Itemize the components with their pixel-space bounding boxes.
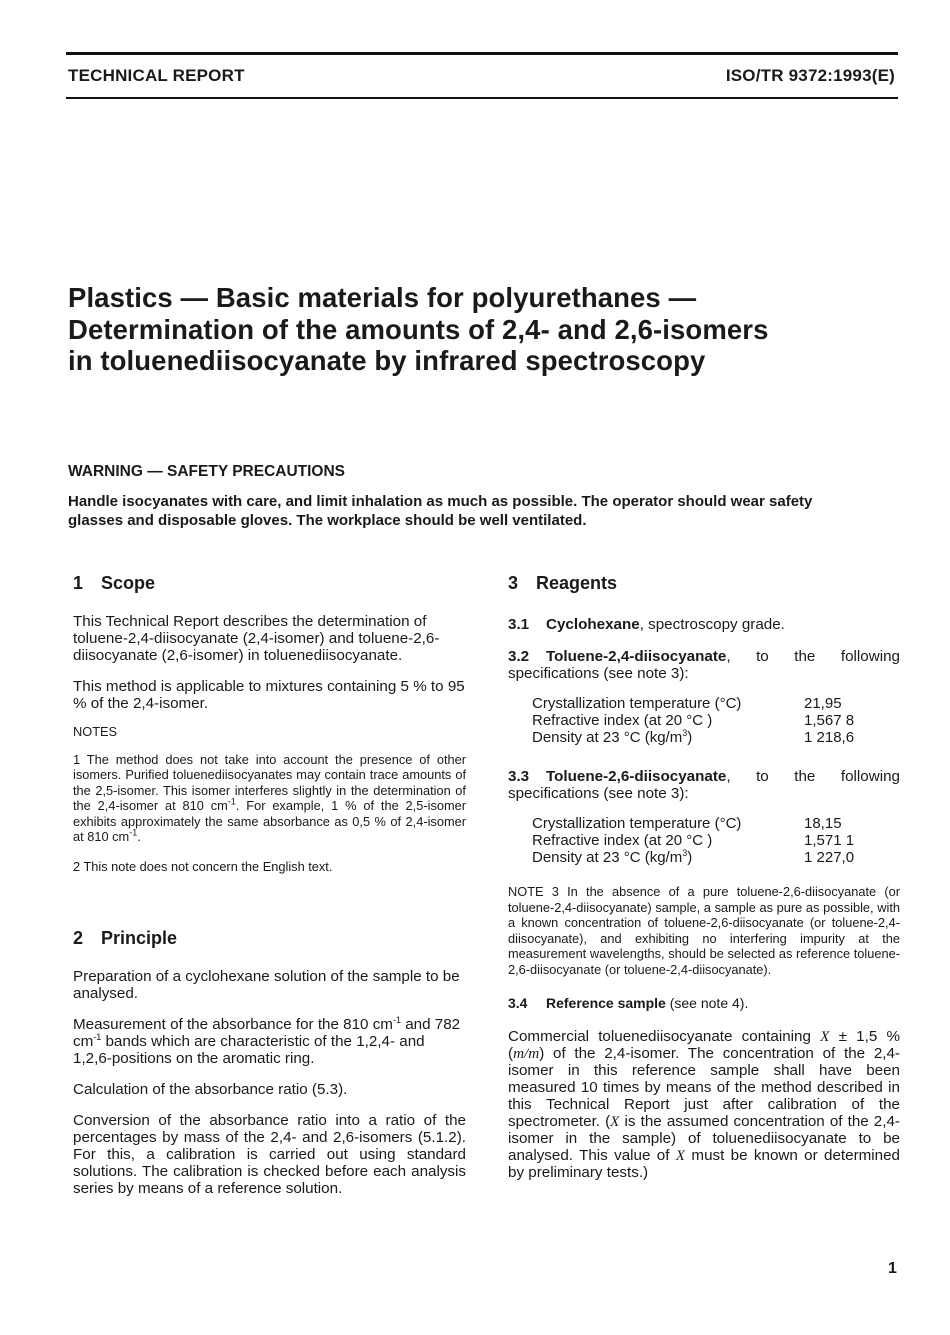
principle-paragraph: Conversion of the absorbance ratio into a ratio of the percentages by mass of the 2,4- and 2,6-isomers (5.1.2). For this, a calibration is carried out using standard solutions. The calibration is checked before each analysis series by means of a reference solution. (73, 1112, 466, 1197)
principle-paragraph: Preparation of a cyclohexane solution of the sample to be analysed. (73, 968, 460, 1002)
header-doc-id: ISO/TR 9372:1993(E) (725, 66, 895, 85)
section-title: Principle (101, 928, 178, 948)
spec-table-2-4 (532, 695, 854, 746)
reference-sample-paragraph: Commercial toluenediisocyanate containing X ± 1,5 % (m/m) of the 2,4-isomer. The concentration of the 2,4-isomer in this reference sample shall have been measured 10 times by means of the method described in this Technical Report just after calibration of the spectrometer. (X is the assumed concentration of the 2,4-isomer in the sample) of toluenediisocyanate to be analysed. This value of X must be known or determined by preliminary tests.) (508, 1028, 900, 1181)
spec-row: Refractive index (at 20 °C ) 1,571 1 (532, 832, 855, 849)
title-line: Determination of the amounts of 2,4- and 2,6-isomers (68, 313, 769, 345)
section-reagents-heading (508, 575, 900, 597)
spec-row: Crystallization temperature (°C) 21,95 (532, 695, 842, 712)
reagent-3-2: 3.2 Toluene-2,4-diisocyanate, to the following specifications (see note 3): (508, 648, 900, 682)
spec-row: Density at 23 °C $(kg/m^3)$ 1 227,0 (532, 848, 855, 866)
scope-note-2: 2 This note does not concern the English text. (73, 858, 333, 874)
warning-heading: WARNING — SAFETY PRECAUTIONS (68, 463, 346, 480)
section-principle-heading (73, 930, 466, 952)
header-doc-type: TECHNICAL REPORT (68, 66, 245, 85)
section-number: 2 (73, 928, 84, 948)
spec-row: Crystallization temperature (°C) 18,15 (532, 815, 842, 832)
section-scope-heading (73, 575, 466, 597)
scope-paragraph: This method is applicable to mixtures containing 5 % to 95 % of the 2,4-isomer. (73, 678, 465, 712)
top-rule (66, 52, 898, 55)
warning-text: Handle isocyanates with care, and limit inhalation as much as possible. The operator should wear safety glasses and disposable gloves. The workplace should be well ventilated. (68, 493, 813, 529)
reagent-3-3: 3.3 Toluene-2,6-diisocyanate, to the following specifications (see note 3): (508, 768, 900, 802)
title-line: Plastics — Basic materials for polyurethanes — (68, 282, 697, 313)
notes-label: NOTES (73, 724, 118, 739)
document-title (68, 282, 908, 377)
note-3: NOTE 3 In the absence of a pure toluene-2,6-diisocyanate (or toluene-2,4-diisocyanate) sample, a sample as pure as possible, with a known concentration of toluene-2,6-diisocyanate (or toluene-2,4-diisocyanate), and exhibiting no interfering impurity at the measurement wavelengths, should be selected as reference toluene-2,6-diisocyanate (or toluene-2,4-diisocyanate). (508, 884, 900, 977)
right-column (508, 575, 900, 1181)
spec-table-2-6 (532, 815, 854, 866)
section-title: Scope (101, 573, 156, 593)
section-number: 3 (508, 573, 519, 593)
title-line: in toluenediisocyanate by infrared spectroscopy (68, 345, 706, 376)
principle-paragraph: Measurement of the absorbance for the 810 $cm^{-1}$ and 782 $cm^{-1}$ bands which are characteristic of the 1,2,4- and 1,2,6-positions on the aromatic ring. (73, 1014, 461, 1067)
left-column (73, 575, 466, 1197)
reagent-3-4: 3.4 Reference sample (see note 4). (508, 995, 749, 1011)
section-title: Reagents (536, 573, 618, 593)
header-rule (66, 97, 898, 99)
scope-paragraph: This Technical Report describes the determination of toluene-2,4-diisocyanate (2,4-isomer) and toluene-2,6-diisocyanate (2,6-isomer) in toluenediisocyanate. (73, 613, 440, 664)
spec-row: Density at 23 °C $(kg/m^3)$ 1 218,6 (532, 728, 855, 746)
spec-row: Refractive index (at 20 °C ) 1,567 8 (532, 712, 855, 729)
principle-paragraph: Calculation of the absorbance ratio (5.3). (73, 1081, 348, 1098)
section-number: 1 (73, 573, 84, 593)
scope-note-1: 1 The method does not take into account the presence of other isomers. Purified toluenediisocyanates may contain trace amounts of the 2,5-isomer. This isomer interferes slightly in the determination of the 2,4-isomer at 810 $cm^{-1}$. For example, 1 % of the 2,5-isomer exhibits approximately the same absorbance as 0,5 % of 2,4-isomer at 810 $cm^{-1}$. (73, 751, 467, 844)
page-number: 1 (888, 1260, 897, 1277)
reagent-3-1: 3.1 Cyclohexane, spectroscopy grade. (508, 616, 785, 633)
